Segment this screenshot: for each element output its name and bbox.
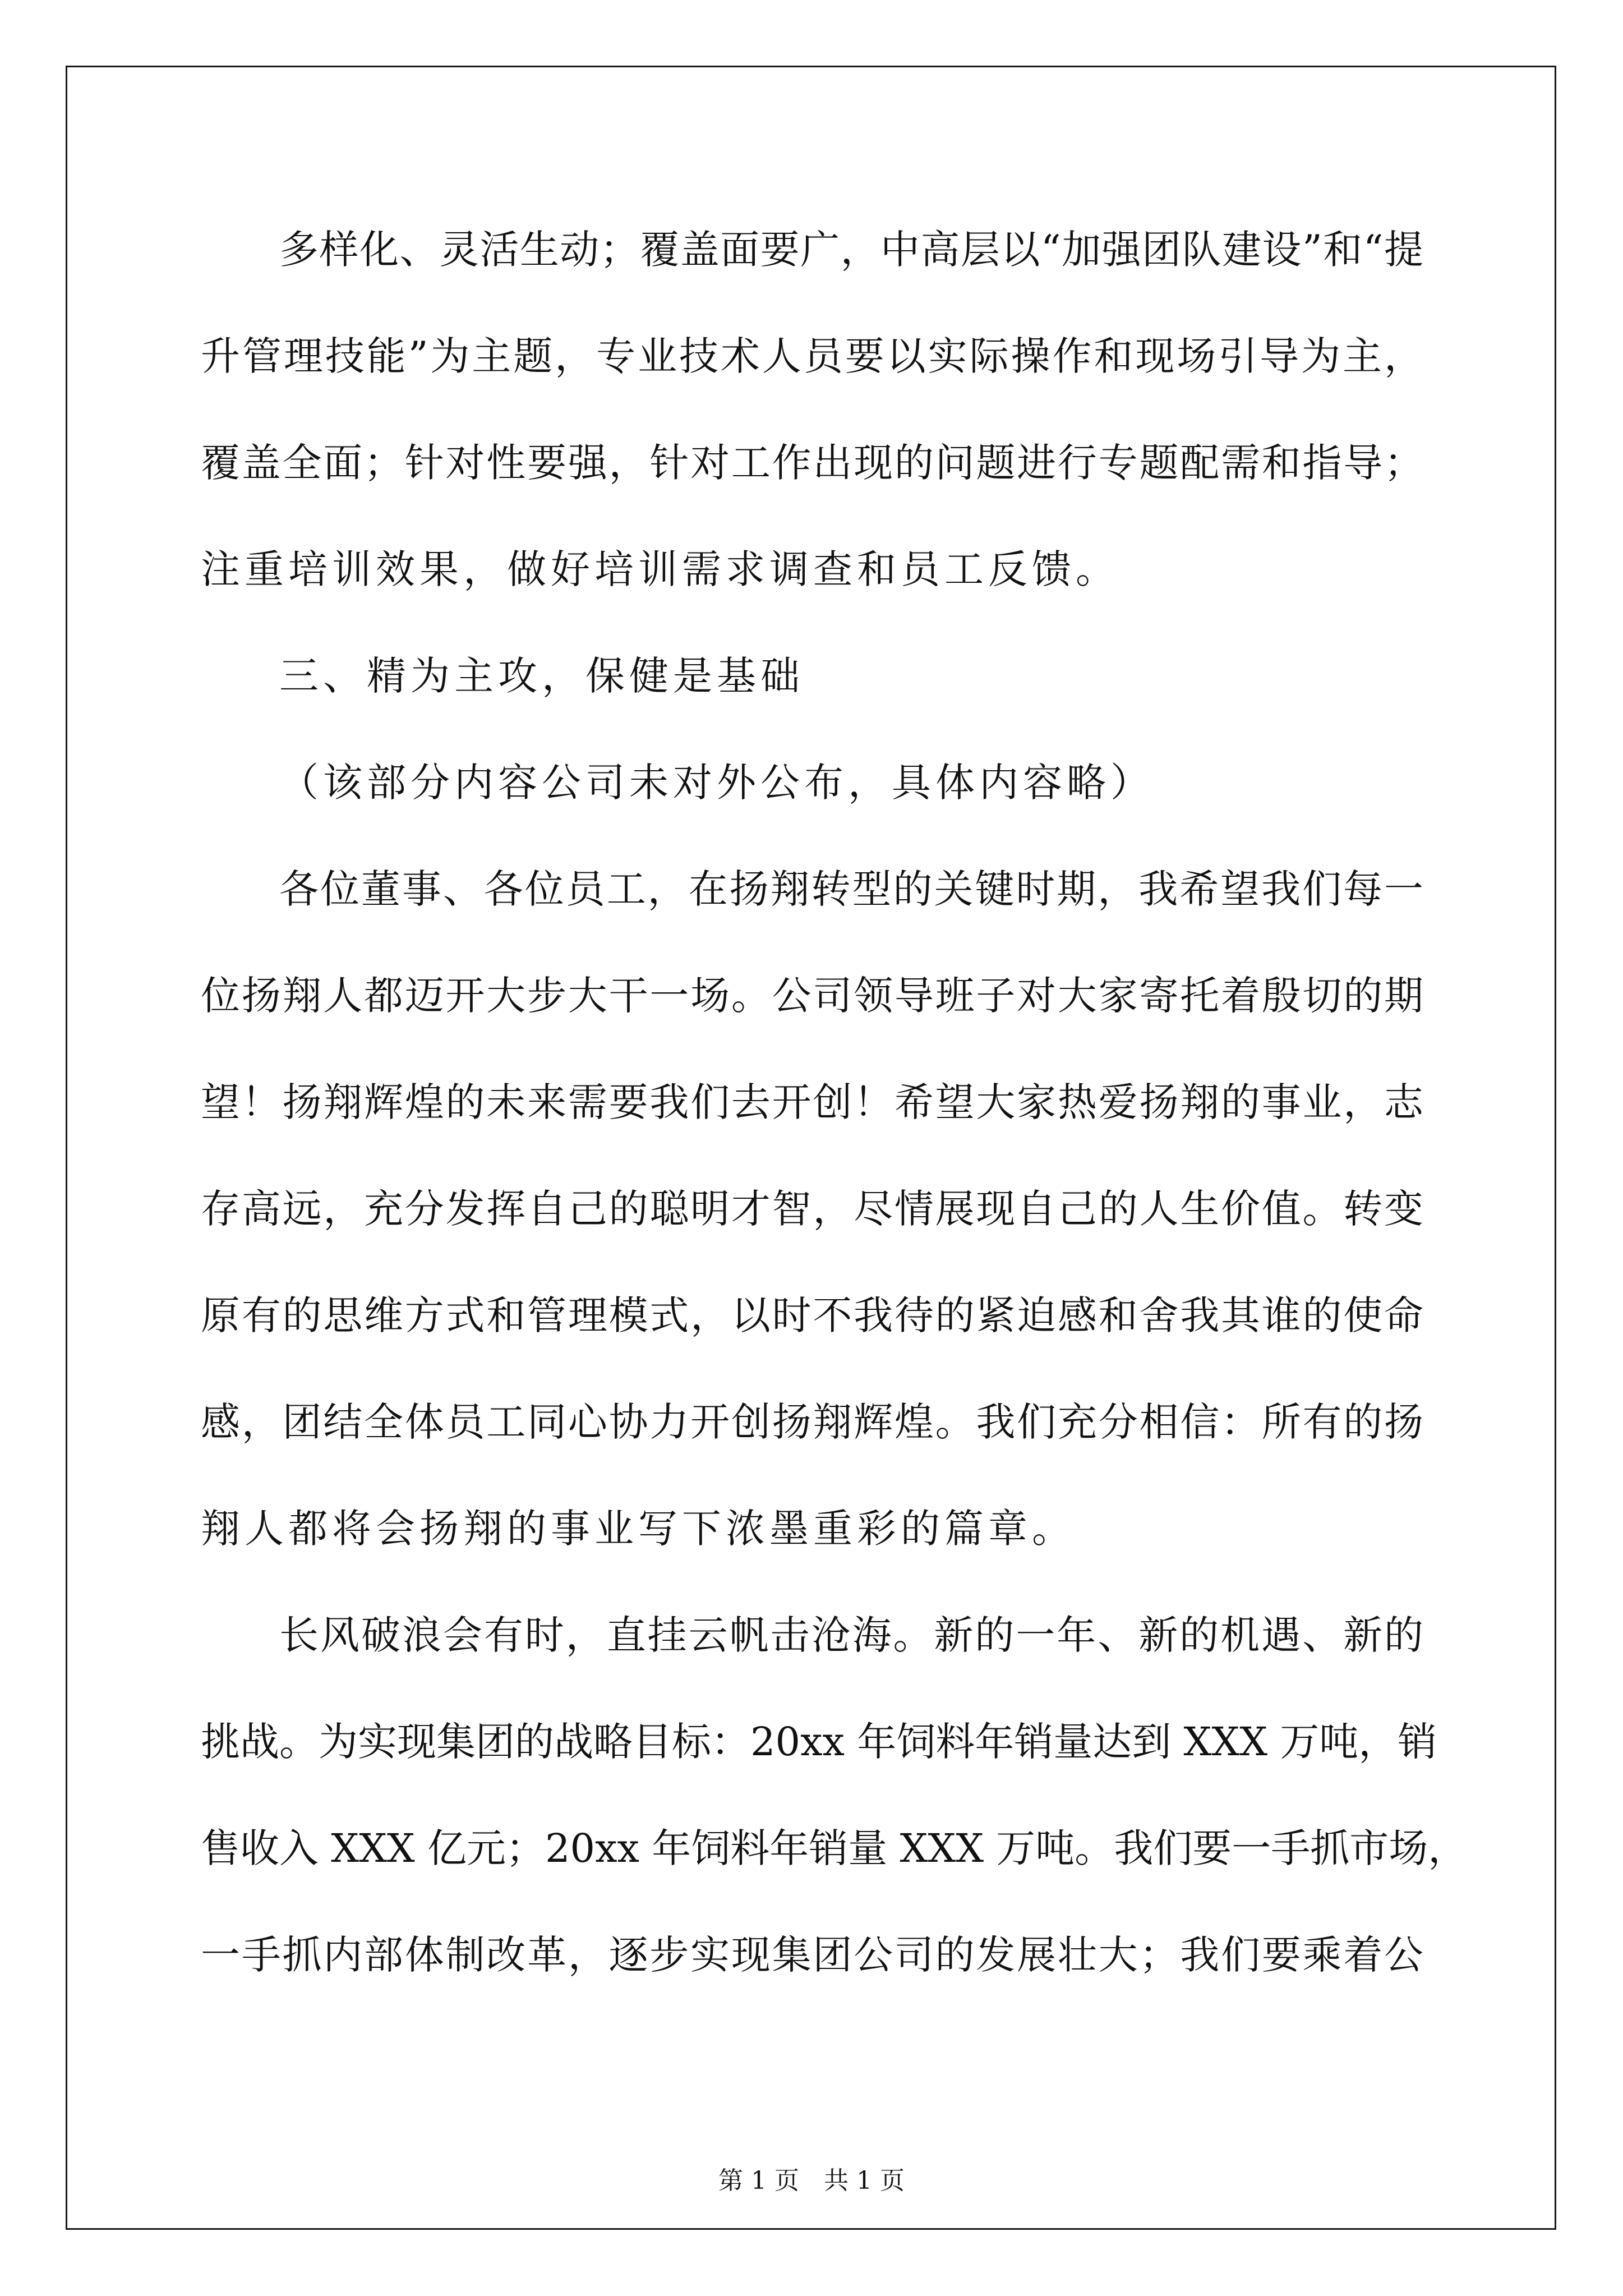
text-line: 存高远，充分发挥自己的聪明才智，尽情展现自己的人生价值。转变 xyxy=(201,1186,1423,1232)
text-line: 感，团结全体员工同心协力开创扬翔辉煌。我们充分相信：所有的扬 xyxy=(201,1399,1423,1445)
section-heading: 三、精为主攻，保健是基础 xyxy=(279,653,804,699)
text-line: 一手抓内部体制改革，逐步实现集团公司的发展壮大；我们要乘着公 xyxy=(201,1932,1423,1978)
text-line: 各位董事、各位员工，在扬翔转型的关键时期，我希望我们每一 xyxy=(279,866,1423,912)
text-line: 挑战。为实现集团的战略目标：20xx 年饲料年销量达到 XXX 万吨，销 xyxy=(201,1719,1437,1765)
text-line: （该部分内容公司未对外公布，具体内容略） xyxy=(279,760,1154,806)
text-line: 位扬翔人都迈开大步大干一场。公司领导班子对大家寄托着殷切的期 xyxy=(201,973,1423,1019)
text-line: 望！扬翔辉煌的未来需要我们去开创！希望大家热爱扬翔的事业，志 xyxy=(201,1079,1423,1125)
text-line: 覆盖全面；针对性要强，针对工作出现的问题进行专题配需和指导； xyxy=(201,440,1423,486)
page-footer: 第 1 页 共 1 页 xyxy=(718,2166,905,2195)
text-line: 升管理技能”为主题，专业技术人员要以实际操作和现场引导为主， xyxy=(201,333,1423,379)
text-line: 注重培训效果，做好培训需求调查和员工反馈。 xyxy=(201,546,1119,592)
text-line: 售收入 XXX 亿元；20xx 年饲料年销量 XXX 万吨。我们要一手抓市场， xyxy=(201,1825,1468,1871)
document-body xyxy=(201,219,1468,2031)
text-line: 翔人都将会扬翔的事业写下浓墨重彩的篇章。 xyxy=(201,1506,1076,1552)
text-line: 原有的思维方式和管理模式，以时不我待的紧迫感和舍我其谁的使命 xyxy=(201,1292,1423,1338)
text-line: 长风破浪会有时，直挂云帆击沧海。新的一年、新的机遇、新的 xyxy=(279,1612,1423,1658)
text-line: 多样化、灵活生动；覆盖面要广，中高层以“加强团队建设”和“提 xyxy=(279,227,1423,273)
